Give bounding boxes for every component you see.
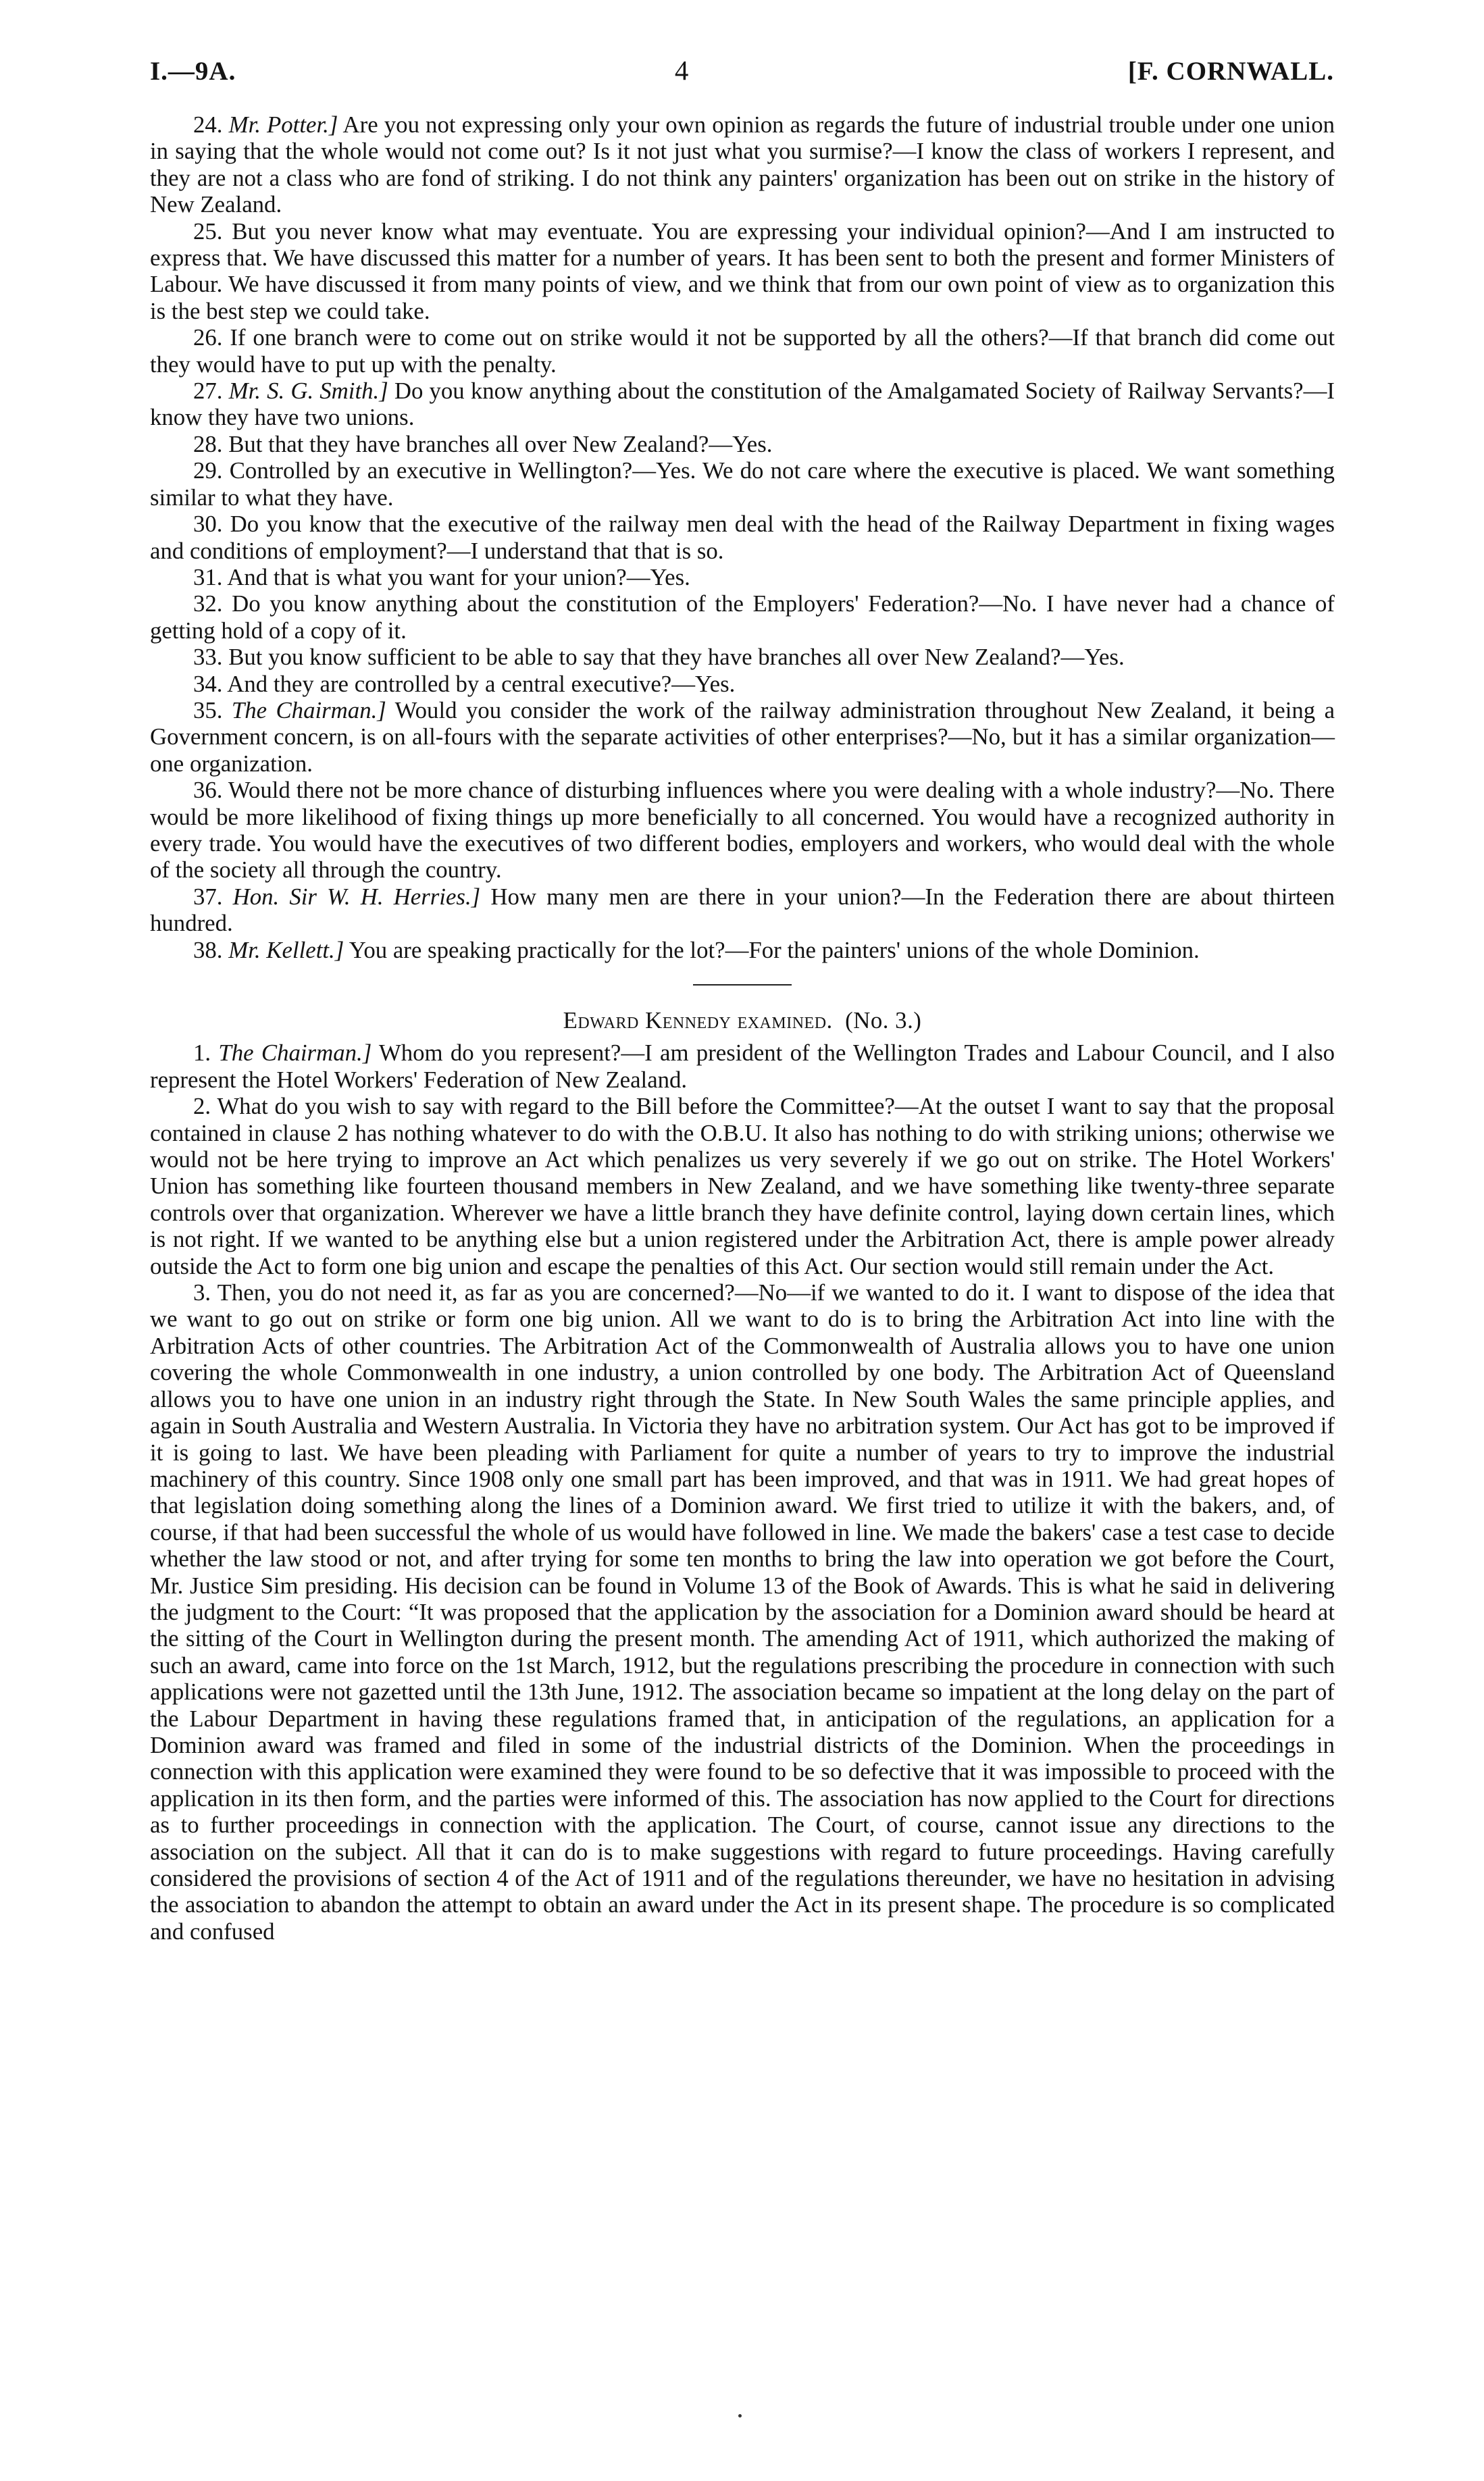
paragraph-number: 35. <box>193 696 223 723</box>
paragraph-text: How many men are there in your union?—In the Federation there are about thirteen hundred. <box>150 883 1335 937</box>
paragraph <box>150 564 1335 590</box>
section-divider <box>693 984 792 986</box>
page-mark <box>738 2414 742 2418</box>
paragraph-number: 32. <box>193 590 223 617</box>
paragraph <box>150 1093 1335 1279</box>
paragraph-text: Controlled by an executive in Wellington?—Yes. We do not care where the executive is placed. We want something similar to what they have. <box>150 457 1335 511</box>
paragraph-text: You are speaking practically for the lot?—For the painters' unions of the whole Dominion. <box>344 936 1200 963</box>
paragraph-text: But that they have branches all over New Zealand?—Yes. <box>228 430 773 457</box>
paragraph <box>150 777 1335 884</box>
paragraph-text: Do you know anything about the constitution of the Employers' Federation?—No. I have never had a chance of getting hold of a copy of it. <box>150 590 1335 644</box>
speaker: Mr. S. G. Smith.] <box>228 378 388 405</box>
paragraph-number: 3. <box>193 1279 211 1306</box>
paragraph-text: Are you not expressing only your own opinion as regards the future of industrial trouble under one union in saying that the whole would not come out? Is it not just what you surmise?—I know the class of workers I represent, and they are not a class who are fond of striking. I do not think any painters' organization has been out on strike in the history of New Zealand. <box>150 111 1335 218</box>
paragraph-text: But you know sufficient to be able to say that they have branches all over New Zealand?—Yes. <box>228 644 1125 671</box>
paragraph <box>150 218 1335 325</box>
paragraph-text: But you never know what may eventuate. You are expressing your individual opinion?—And I am instructed to express that. We have discussed this matter for a number of years. It has been sent to both the present and former Ministers of Labour. We have discussed it from many points of view, and we think that from our own point of view as to organization this is the best step we could take. <box>150 218 1335 324</box>
paragraph-text: And they are controlled by a central executive?—Yes. <box>227 670 736 697</box>
paragraph <box>150 511 1335 564</box>
paragraph-number: 38. <box>193 936 223 963</box>
paragraph-text: Then, you do not need it, as far as you are concerned?—No—if we wanted to do it. I want to dispose of the idea that we want to go out on strike or form one big union. All we want to do is to bring the Arbitration Act into line with the Arbitration Acts of other countries. The Arbitration Act of the Commonwealth of Australia allows you to have one union covering the whole Commonwealth in one industry, a union controlled by one body. The Arbitration Act of Queensland allows you to have one union in an industry right through the State. In New South Wales the same principle applies, and again in South Australia and Western Australia. In Victoria they have no arbitration system. Our Act has got to be improved if it is going to last. We have been pleading with Parliament for quite a number of years to try to improve the industrial machinery of this country. Since 1908 only one small part has been improved, and that was in 1911. We had great hopes of that legislation doing something along the lines of a Dominion award. We first tried to utilize it with the bakers, and, of course, if that had been successful the whole of us would have followed in line. We made the bakers' case a test case to decide whether the law stood or not, and after trying for some ten months to bring the law into operation we got before the Court, Mr. Justice Sim presiding. His decision can be found in Volume 13 of the Book of Awards. This is what he said in delivering the judgment to the Court: “It was proposed that the application by the association for a Dominion award should be heard at the sitting of the Court in Wellington during the present month. The amending Act of 1911, which authorized the making of such an award, came into force on the 1st March, 1912, but the regulations prescribing the procedure in connection with such applications were not gazetted until the 13th June, 1912. The association became so impatient at the long delay on the part of the Labour Department in having these regulations framed that, in anticipation of the regulations, an application for a Dominion award was framed and filed in some of the industrial districts of the Dominion. When the proceedings in connection with this application were examined they were found to be so defective that it was impossible to proceed with the application in its then form, and the parties were informed of this. The association has now applied to the Court for directions as to further proceedings in connection with the application. The Court, of course, cannot issue any directions to the association on the subject. All that it can do is to make suggestions with regard to future proceedings. Having carefully considered the provisions of section 4 of the Act of 1911 and of the regulations thereunder, we have no hesitation in advising the association to abandon the attempt to obtain an award under the Act in its present shape. The procedure is so complicated and confused <box>150 1279 1335 1945</box>
paragraph-number: 36. <box>193 777 223 804</box>
paragraph <box>150 937 1335 963</box>
paragraph-number: 31. <box>193 563 223 590</box>
paragraph <box>150 1279 1335 1945</box>
paragraph-text: Would you consider the work of the railway administration throughout New Zealand, it being a Government concern, is on all-fours with the separate activities of other enterprises?—No, but it has a similar organization—one organization. <box>150 696 1335 777</box>
paragraph <box>150 111 1335 218</box>
paragraph-text: What do you wish to say with regard to the Bill before the Committee?—At the outset I want to say that the proposal contained in clause 2 has nothing whatever to do with the O.B.U. It also has nothing to do with striking unions; otherwise we would not be here trying to improve an Act which penalizes us very severely if we go out on strike. The Hotel Workers' Union has something like fourteen thousand members in New Zealand, and we have something like twenty-three separate controls over that organization. Wherever we have a little branch they have definite control, laying down certain lines, which is not right. If we wanted to be anything else but a union registered under the Arbitration Act, there is ample power already outside the Act to form one big union and escape the penalties of this Act. Our section would still remain under the Act. <box>150 1093 1335 1279</box>
speaker: Mr. Kellett.] <box>228 936 344 963</box>
paragraph-text: Whom do you represent?—I am president of the Wellington Trades and Labour Council, and I also represent the Hotel Workers' Federation of New Zealand. <box>150 1040 1335 1093</box>
paragraph <box>150 324 1335 378</box>
paragraph-number: 24. <box>193 111 223 138</box>
speaker: The Chairman.] <box>231 696 386 723</box>
paragraph-text: Would there not be more chance of disturbing influences where you were dealing with a whole industry?—No. There would be more likelihood of fixing things up more beneficially to all concerned. You would have a recognized authority in every trade. You would have the executives of two different bodies, employers and workers, who would deal with the whole of the society all through the country. <box>150 777 1335 884</box>
speaker: Hon. Sir W. H. Herries.] <box>232 883 481 910</box>
evidence-section-kennedy <box>150 1040 1335 1945</box>
paragraph-text: If one branch were to come out on strike would it not be supported by all the others?—If that branch did come out they would have to put up with the penalty. <box>150 324 1335 378</box>
paragraph <box>150 431 1335 457</box>
paper-reference: I.—9A. <box>150 57 236 86</box>
witness-number: (No. 3.) <box>845 1007 922 1033</box>
witness-reference: [F. CORNWALL. <box>1127 57 1334 86</box>
paragraph <box>150 590 1335 644</box>
paragraph <box>150 697 1335 777</box>
body-text <box>150 111 1335 1945</box>
paragraph-text: Do you know that the executive of the railway men deal with the head of the Railway Department in fixing wages and conditions of employment?—I understand that that is so. <box>150 511 1335 564</box>
paragraph-number: 37. <box>193 883 223 910</box>
paragraph-number: 34. <box>193 670 223 697</box>
witness-name: Edward Kennedy examined. <box>563 1007 833 1033</box>
paragraph <box>150 457 1335 511</box>
paragraph-number: 2. <box>193 1093 211 1120</box>
section-heading <box>150 1007 1335 1033</box>
paragraph-number: 26. <box>193 324 223 351</box>
paragraph <box>150 671 1335 697</box>
speaker: The Chairman.] <box>218 1040 372 1067</box>
paragraph-number: 27. <box>193 378 223 405</box>
paragraph-number: 33. <box>193 644 223 671</box>
paragraph <box>150 1040 1335 1093</box>
paragraph-number: 29. <box>193 457 223 484</box>
paragraph-text: Do you know anything about the constitution of the Amalgamated Society of Railway Servants?—I know they have two unions. <box>150 378 1335 431</box>
speaker: Mr. Potter.] <box>228 111 338 138</box>
paragraph <box>150 884 1335 937</box>
paragraph-text: And that is what you want for your union?—Yes. <box>227 563 690 590</box>
paragraph-number: 28. <box>193 430 223 457</box>
page-number: 4 <box>674 55 690 86</box>
page-header <box>150 54 1334 89</box>
paragraph-number: 30. <box>193 511 223 538</box>
paragraph <box>150 644 1335 670</box>
paragraph-number: 25. <box>193 218 223 245</box>
evidence-section-cornwall <box>150 111 1335 963</box>
paragraph-number: 1. <box>193 1040 211 1067</box>
paragraph <box>150 378 1335 431</box>
